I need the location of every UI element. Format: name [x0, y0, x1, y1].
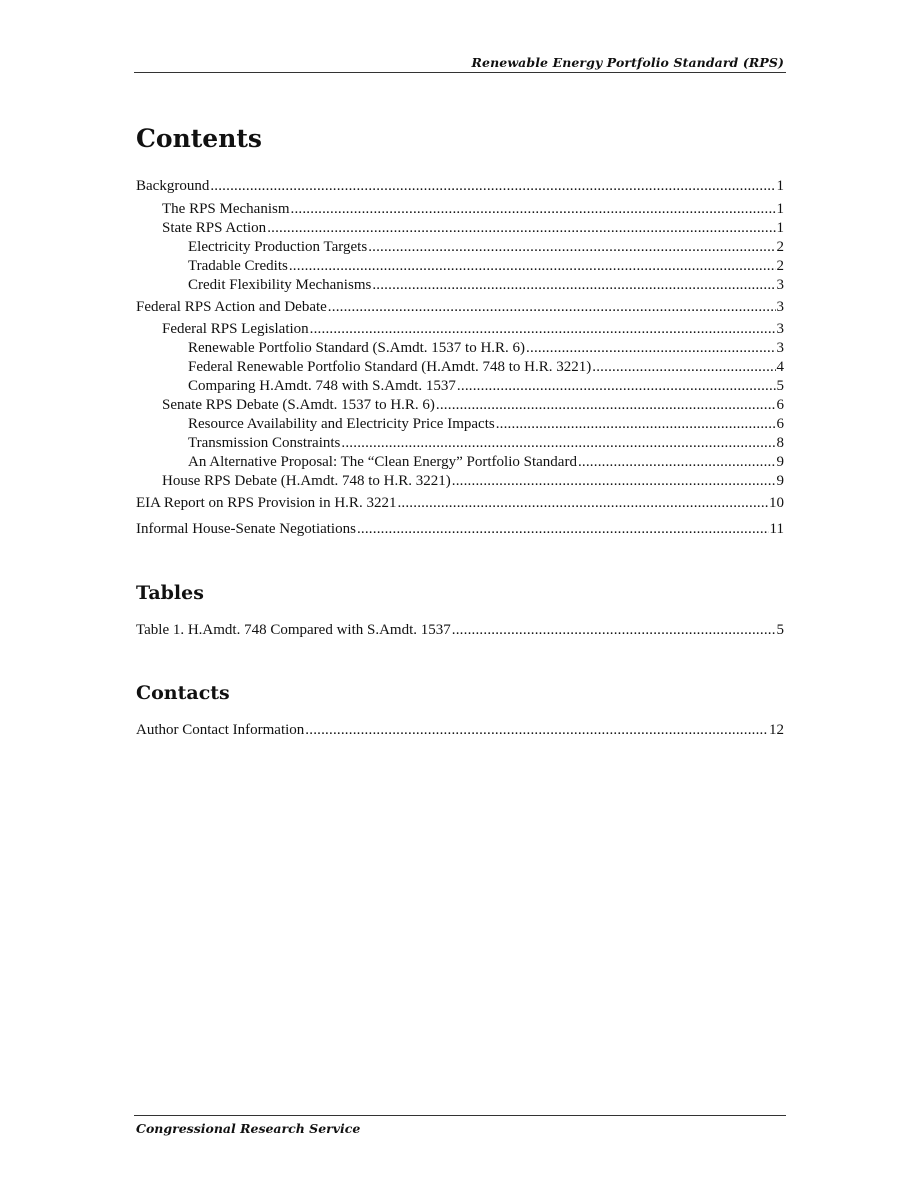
toc-entry-page: 1 [776, 220, 784, 236]
toc-leader [457, 377, 776, 396]
running-header [134, 55, 786, 73]
toc-entry[interactable] [188, 453, 784, 472]
toc-entry-page: 3 [776, 277, 784, 293]
toc-entry[interactable] [136, 520, 784, 539]
toc-entry-title: Background [136, 178, 210, 194]
toc-entry[interactable] [136, 494, 784, 513]
toc-entry-page: 9 [776, 473, 784, 489]
toc-leader [310, 320, 776, 339]
toc-entry-title: Author Contact Information [136, 722, 305, 738]
toc-entry[interactable] [136, 621, 784, 640]
toc-leader [592, 358, 775, 377]
toc-entry-title: Informal House-Senate Negotiations [136, 521, 356, 537]
toc-leader [496, 415, 776, 434]
toc-entry-title: Comparing H.Amdt. 748 with S.Amdt. 1537 [188, 378, 456, 394]
toc-entry[interactable] [136, 177, 784, 196]
toc-entry-page: 4 [776, 359, 784, 375]
toc-entry-page: 5 [776, 378, 784, 394]
toc-entry-title: Electricity Production Targets [188, 239, 368, 255]
toc-entry-title: Federal RPS Action and Debate [136, 299, 327, 315]
running-title: Renewable Energy Portfolio Standard (RPS) [471, 55, 784, 70]
toc-entry[interactable] [188, 257, 784, 276]
toc-entry-title: Federal Renewable Portfolio Standard (H.Amdt. 748 to H.R. 3221) [188, 359, 592, 375]
toc-leader [210, 177, 775, 196]
toc-entry-page: 2 [776, 258, 784, 274]
toc-entry[interactable] [188, 238, 784, 257]
toc-entry-title: An Alternative Proposal: The “Clean Energy” Portfolio Standard [188, 454, 577, 470]
toc-leader [305, 721, 768, 740]
toc-entry-page: 3 [776, 321, 784, 337]
toc-leader [291, 200, 776, 219]
toc-leader [452, 621, 776, 640]
toc-entry-page: 3 [776, 340, 784, 356]
toc-entry-page: 5 [776, 622, 784, 638]
toc-entry-page: 1 [776, 178, 784, 194]
toc-entry[interactable] [188, 434, 784, 453]
toc-entry[interactable] [188, 339, 784, 358]
toc-entry-title: EIA Report on RPS Provision in H.R. 3221 [136, 495, 397, 511]
toc-entry[interactable] [162, 320, 784, 339]
toc-entry[interactable] [162, 396, 784, 415]
toc-entry[interactable] [188, 358, 784, 377]
toc-entry-title: Credit Flexibility Mechanisms [188, 277, 372, 293]
toc-entry-page: 6 [776, 416, 784, 432]
toc-entry[interactable] [162, 200, 784, 219]
toc-entry-page: 6 [776, 397, 784, 413]
toc-leader [436, 396, 776, 415]
toc-leader [357, 520, 769, 539]
toc-entry-title: Renewable Portfolio Standard (S.Amdt. 1537 to H.R. 6) [188, 340, 526, 356]
contents-heading: Contents [136, 124, 263, 153]
toc-entry[interactable] [162, 472, 784, 491]
toc-entry-title: Table 1. H.Amdt. 748 Compared with S.Amdt. 1537 [136, 622, 451, 638]
toc-entry-title: Senate RPS Debate (S.Amdt. 1537 to H.R. 6) [162, 397, 435, 413]
toc-entry[interactable] [188, 276, 784, 295]
toc-entry-title: The RPS Mechanism [162, 201, 290, 217]
toc-entry-page: 2 [776, 239, 784, 255]
toc-entry-title: Transmission Constraints [188, 435, 341, 451]
toc-entry-title: Resource Availability and Electricity Price Impacts [188, 416, 495, 432]
toc-leader [372, 276, 775, 295]
contacts-heading: Contacts [136, 682, 230, 704]
toc-entry-page: 10 [769, 495, 784, 511]
toc-entry-title: State RPS Action [162, 220, 267, 236]
toc-leader [578, 453, 776, 472]
toc-entry-title: Federal RPS Legislation [162, 321, 309, 337]
toc-leader [397, 494, 768, 513]
toc-entry[interactable] [188, 415, 784, 434]
toc-leader [452, 472, 776, 491]
toc-entry-page: 3 [776, 299, 784, 315]
toc-entry[interactable] [188, 377, 784, 396]
toc-leader [526, 339, 775, 358]
toc-entry-page: 8 [776, 435, 784, 451]
toc-leader [368, 238, 775, 257]
toc-leader [289, 257, 776, 276]
toc-entry-title: Tradable Credits [188, 258, 288, 274]
toc-entry-page: 9 [776, 454, 784, 470]
toc-leader [328, 298, 776, 317]
toc-entry-title: House RPS Debate (H.Amdt. 748 to H.R. 3221) [162, 473, 451, 489]
tables-heading: Tables [136, 582, 204, 604]
toc-entry-page: 11 [769, 521, 784, 537]
toc-entry[interactable] [162, 219, 784, 238]
running-footer [134, 1115, 786, 1136]
toc-entry-page: 12 [769, 722, 784, 738]
toc-leader [341, 434, 775, 453]
toc-entry[interactable] [136, 298, 784, 317]
toc-entry-page: 1 [776, 201, 784, 217]
toc-entry[interactable] [136, 721, 784, 740]
toc-leader [267, 219, 775, 238]
footer-text: Congressional Research Service [136, 1121, 361, 1136]
